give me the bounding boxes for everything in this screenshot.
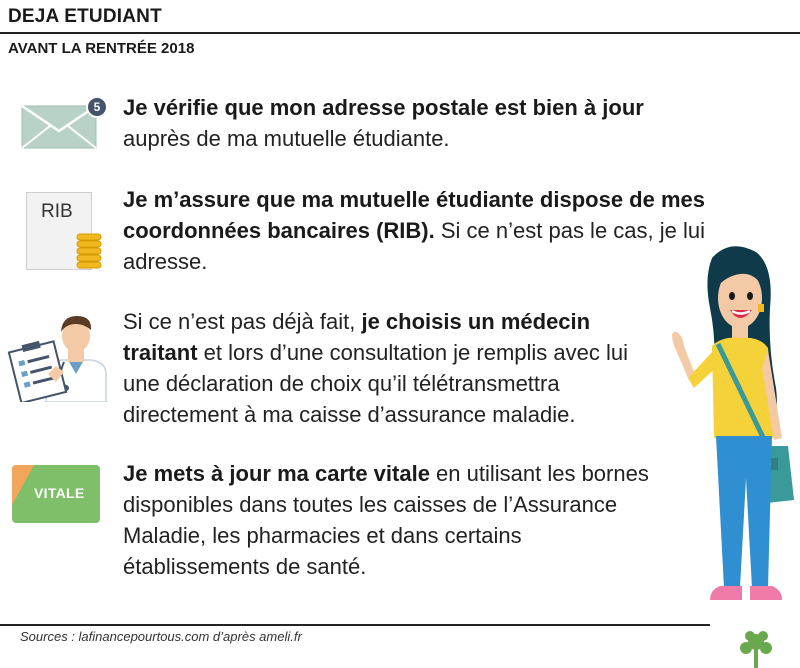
badge-count: 5 xyxy=(86,96,108,118)
student-girl-illustration xyxy=(670,238,798,610)
item-doctor-rest: et lors d’une consultation je remplis avec lui une déclaration de choix qu’il télétransmettra directement à ma caisse d’assurance maladie. xyxy=(123,340,629,427)
item-address-text xyxy=(123,92,763,154)
item-rib-rest: Si ce n’est pas le cas, je lui adresse. xyxy=(123,218,705,274)
doctor-icon xyxy=(6,312,116,402)
sources-text: Sources : lafinancepourtous.com d’après ameli.fr xyxy=(20,629,302,644)
item-doctor-bold: je choisis un médecin traitant xyxy=(123,309,591,365)
sources-rule xyxy=(0,624,710,626)
vitale-card-icon xyxy=(12,465,100,523)
tree-logo-icon xyxy=(736,628,776,668)
item-vitale-rest: en utilisant les bornes disponibles dans toutes les caisses de l’Assurance Maladie, les pharmacies et dans certains établissements de santé. xyxy=(123,461,649,579)
rib-document-icon xyxy=(26,192,96,272)
coin-stack-icon xyxy=(74,230,104,272)
rib-label: RIB xyxy=(41,201,73,222)
item-doctor-pre: Si ce n’est pas déjà fait, xyxy=(123,309,362,334)
vitale-label: VITALE xyxy=(34,485,85,501)
item-rib-text xyxy=(123,184,763,277)
header-subtitle: AVANT LA RENTRÉE 2018 xyxy=(8,40,195,57)
header-rule xyxy=(0,32,800,34)
item-vitale-text xyxy=(123,458,668,582)
item-rib-bold: Je m’assure que ma mutuelle étudiante dispose de mes coordonnées bancaires (RIB). xyxy=(123,187,705,243)
header-title: DEJA ETUDIANT xyxy=(8,6,162,27)
item-doctor-text xyxy=(123,306,668,430)
item-address-bold: Je vérifie que mon adresse postale est bien à jour xyxy=(123,95,644,120)
item-address-rest: auprès de ma mutuelle étudiante. xyxy=(123,126,450,151)
item-vitale-bold: Je mets à jour ma carte vitale xyxy=(123,461,430,486)
